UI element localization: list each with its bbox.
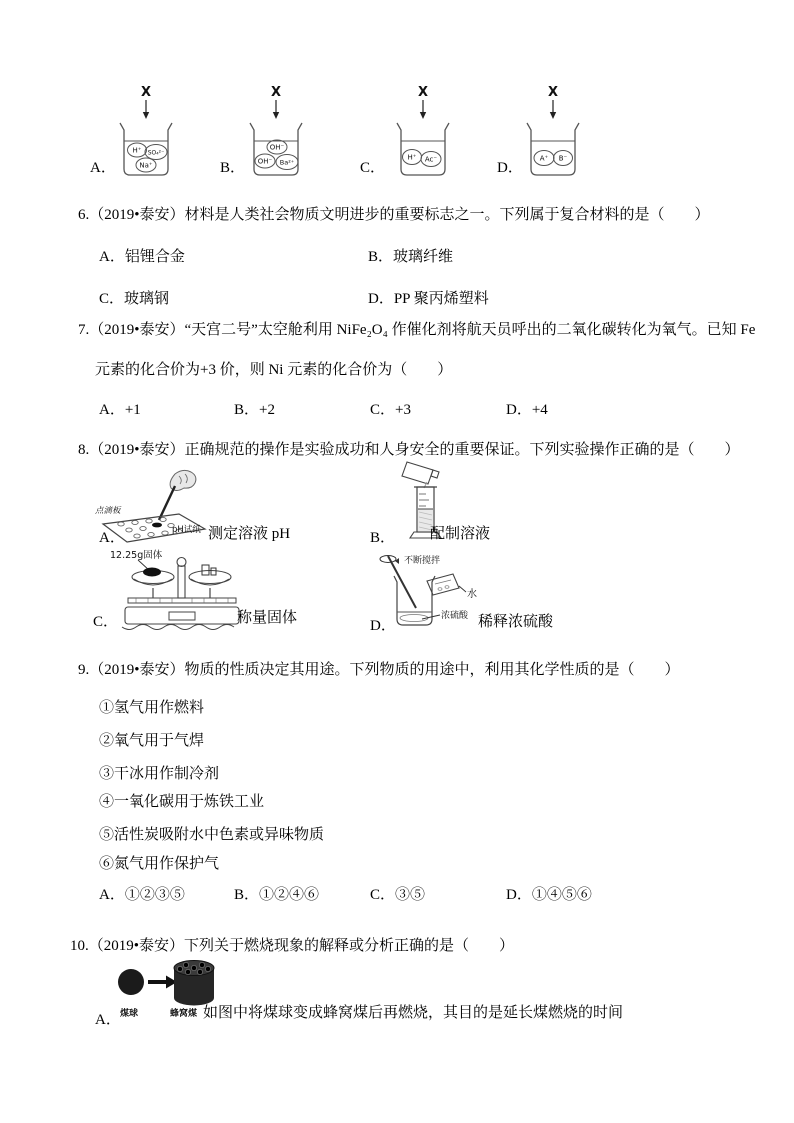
ion-text: B⁻ (558, 154, 568, 163)
ion-labels (255, 140, 298, 170)
down-arrow-icon (420, 100, 426, 119)
q6-stem: 6.（2019•泰安）材料是人类社会物质文明进步的重要标志之一。下列属于复合材料的是（ ） (78, 207, 710, 223)
briquette-label: 蜂窝煤 (170, 1009, 198, 1019)
q7-option-b: B．+2 (234, 402, 275, 418)
q8-option-letter-c: C． (93, 614, 119, 630)
q8-caption-c: 称量固体 (237, 610, 298, 626)
q10-option-a-text: 如图中将煤球变成蜂窝煤后再燃烧，其目的是延长煤燃烧的时间 (203, 1005, 624, 1021)
q8-option-letter-b: B． (370, 530, 396, 546)
acid-label: 浓硫酸 (441, 611, 469, 621)
q8-option-letter-a: A． (99, 530, 125, 546)
ion-text: Ba²⁺ (279, 158, 295, 167)
q7-option-a: A．+1 (99, 402, 141, 418)
q9-item-5: ⑤活性炭吸附水中色素或异味物质 (99, 827, 325, 843)
ion-text: SO₄²⁻ (147, 149, 165, 157)
ion-text: Ac⁻ (424, 155, 438, 164)
ph-paper-icon (152, 523, 162, 528)
x-label: X (417, 85, 429, 100)
x-label: X (547, 85, 559, 100)
hand-with-dropper-icon (159, 470, 196, 520)
q9-item-3: ③干冰用作制冷剂 (99, 766, 220, 782)
coal-ball-icon (118, 969, 144, 995)
q6-option-c: C．玻璃钢 (99, 291, 170, 307)
q8-caption-d: 稀释浓硫酸 (478, 614, 554, 630)
solid-mass-label: 12.25g固体 (110, 550, 163, 561)
right-arrow-icon (148, 976, 177, 989)
q9-item-4: ④一氧化碳用于炼铁工业 (99, 794, 265, 810)
plate-label: 点滴板 (95, 506, 121, 516)
q7-option-c: C．+3 (370, 402, 411, 418)
ion-text: H⁺ (407, 153, 417, 162)
paper-label: pH试纸 (172, 525, 201, 535)
stir-label: 不断搅拌 (404, 556, 441, 566)
ion-text: OH⁻ (257, 157, 273, 166)
q10-option-letter-a: A． (95, 1012, 121, 1028)
x-label: X (140, 85, 152, 100)
q6-option-a: A．铝锂合金 (99, 249, 185, 265)
q9-item-6: ⑥氮气用作保护气 (99, 856, 220, 872)
q9-stem: 9.（2019•泰安）物质的性质决定其用途。下列物质的用途中，利用其化学性质的是（ ） (78, 662, 680, 678)
ion-text: H⁺ (132, 146, 142, 155)
q9-item-1: ①氢气用作燃料 (99, 700, 205, 716)
q8-caption-a: 测定溶液 pH (208, 526, 291, 542)
ion-labels (128, 143, 168, 172)
q5-option-letter-b: B． (220, 160, 246, 176)
q9-option-b: B．①②④⑥ (234, 887, 320, 903)
x-label: X (270, 85, 282, 100)
ion-labels (534, 151, 573, 166)
q7-stem-line1: 7.（2019•泰安）“天宫二号”太空舱利用 NiFe₂O₄ 作催化剂将航天员呼出的二氧化碳转化为氧气。已知 Fe (78, 322, 756, 338)
ion-text: A⁺ (539, 154, 549, 163)
q7-stem-line2: 元素的化合价为+3 价，则 Ni 元素的化合价为（ ） (95, 362, 453, 378)
q6-option-b: B．玻璃纤维 (368, 249, 454, 265)
honeycomb-briquette-icon (174, 961, 214, 1006)
ion-text: OH⁻ (269, 143, 285, 152)
q10-stem: 10.（2019•泰安）下列关于燃烧现象的解释或分析正确的是（ ） (70, 938, 515, 954)
down-arrow-icon (273, 100, 279, 119)
leader-line (459, 586, 466, 592)
water-label: 水 (467, 589, 477, 600)
down-arrow-icon (143, 100, 149, 119)
beaker-outline (397, 123, 449, 175)
q6-option-d: D．PP 聚丙烯塑料 (368, 291, 489, 307)
beaker-outline (527, 123, 579, 175)
q5-option-letter-c: C． (360, 160, 386, 176)
q8-stem: 8.（2019•泰安）正确规范的操作是实验成功和人身安全的重要保证。下列实验操作正确的是（ ） (78, 442, 740, 458)
ion-text: Na⁺ (139, 161, 153, 170)
q9-option-a: A．①②③⑤ (99, 887, 185, 903)
q8-caption-b: 配制溶液 (430, 526, 491, 542)
q9-option-c: C．③⑤ (370, 887, 426, 903)
ion-labels (403, 150, 442, 167)
q9-item-2: ②氧气用于气焊 (99, 733, 205, 749)
coal-ball-label: 煤球 (120, 1009, 139, 1019)
q7-option-d: D．+4 (506, 402, 548, 418)
q5-option-letter-d: D． (497, 160, 523, 176)
q5-option-letter-a: A． (90, 160, 116, 176)
reagent-bottle-icon (402, 462, 439, 488)
balance-scale-icon (122, 558, 239, 630)
down-arrow-icon (550, 100, 556, 119)
q9-option-d: D．①④⑤⑥ (506, 887, 592, 903)
q8-option-letter-d: D． (370, 618, 396, 634)
